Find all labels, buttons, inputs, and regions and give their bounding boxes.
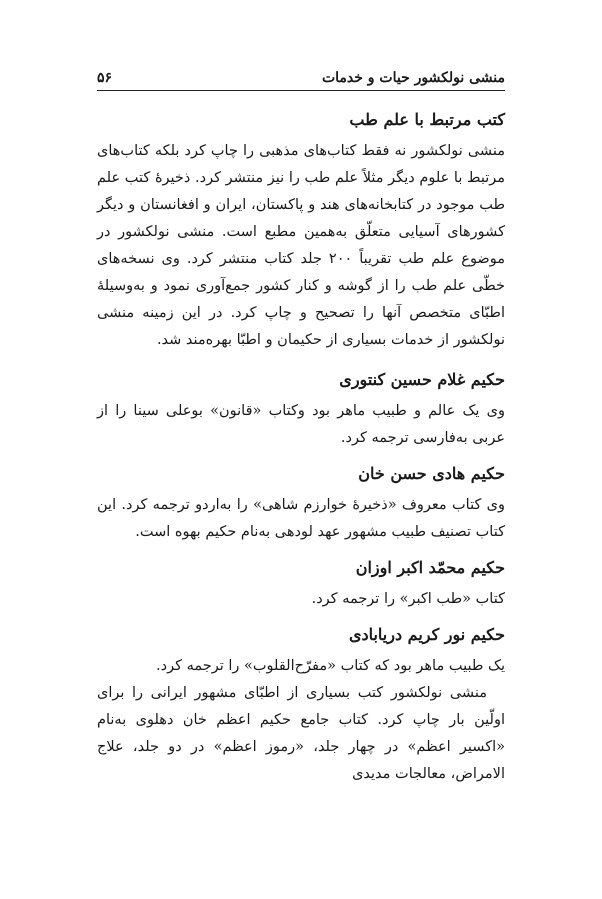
paragraph: وی کتاب معروف «ذخیرهٔ خوارزم شاهی» را به‌اردو ترجمه کرد. این کتاب تصنیف طبیب مشهور عهد لودهی به‌نام حکیم بهوه است.	[97, 497, 505, 540]
section-hadi-hasan	[97, 462, 505, 546]
paragraph: کتاب «طب اکبر» را ترجمه کرد.	[311, 591, 505, 607]
section-muhammad-akbar	[97, 556, 505, 613]
paragraph: منشی نولکشور کتب بسیاری از اطبّای مشهور ایرانی را برای اولّین بار چاپ کرد. کتاب جامع حکیم اعظم خان دهلوی به‌نام «اکسیر اعظم» در چهار جلد، «رموز اعظم» در دو جلد، علاج الامراض، معالجات مدیدی	[97, 685, 505, 782]
paragraph: وی یک عالم و طبیب ماهر بود وکتاب «قانون» بوعلی سینا را از عربی به‌فارسی ترجمه کرد.	[97, 403, 505, 446]
section-medical-books	[97, 108, 505, 354]
section-heading: حکیم غلام حسین کنتوری	[339, 370, 505, 389]
section-heading: حکیم نور کریم دریابادی	[348, 625, 505, 644]
section-heading: حکیم هادی حسن خان	[358, 464, 505, 483]
section-ghulam-hussain	[97, 368, 505, 452]
page-number: ۵۶	[97, 70, 113, 86]
section-noor-karim	[97, 623, 505, 788]
running-header	[97, 62, 505, 91]
paragraph: منشی نولکشور نه فقط کتاب‌های مذهبی را چاپ کرد بلکه کتاب‌های مرتبط با علوم دیگر مثلاً علم طب را نیز منتشر کرد. ذخیرهٔ کتب علم طب موجود در کتابخانه‌های هند و پاکستان، ایران و افغانستان و دیگر کشورهای آسیایی متعلّق به‌همین مطبع است. منشی نولکشور در موضوع علم طب تقریباً ۲۰۰ جلد کتاب منتشر کرد. وی نسخه‌های خطّی علم طب را از گوشه و کنار کشور جمع‌آوری نمود و به‌وسیلهٔ اطبّای متخصص آنها را تصحیح و چاپ کرد. در این زمینه منشی نولکشور از خدمات بسیاری از حکیمان و اطبّا بهره‌مند شد.	[97, 143, 505, 348]
page-body	[97, 108, 505, 788]
paragraph: یک طبیب ماهر بود که کتاب «مفرّح‌القلوب» را ترجمه کرد.	[156, 658, 505, 674]
section-heading: کتب مرتبط با علم طب	[349, 110, 505, 129]
section-heading: حکیم محمّد اکبر اوزان	[355, 558, 505, 577]
running-title: منشی نولکشور حیات و خدمات	[321, 70, 505, 86]
